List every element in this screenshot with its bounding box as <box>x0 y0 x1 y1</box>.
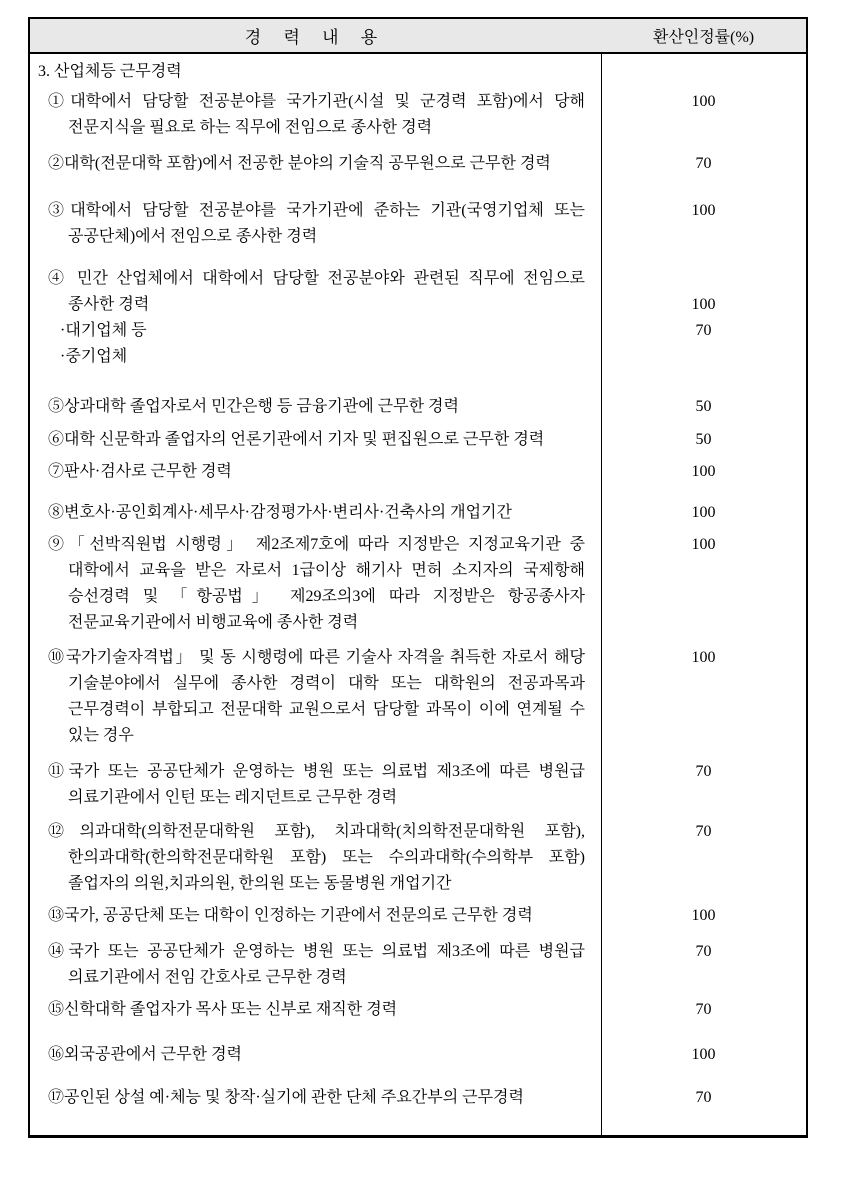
career-description: ⑬국가, 공공단체 또는 대학이 인정하는 기관에서 전문의로 근무한 경력 <box>48 907 533 924</box>
rate-value: 70 <box>695 155 712 172</box>
rate-spacer <box>601 266 806 292</box>
table-header-row <box>30 19 806 54</box>
rate-value: 100 <box>691 1046 716 1063</box>
rate-value: 100 <box>691 202 716 219</box>
table-body <box>30 54 806 1135</box>
rate-value: 70 <box>695 322 712 339</box>
table-row <box>30 759 806 811</box>
career-description: ⑪국가 또는 공공단체가 운영하는 병원 또는 의료법 제3조에 따른 병원급 의료기관에서 인턴 또는 레지던트로 근무한 경력 <box>48 763 585 806</box>
career-description <box>30 266 601 370</box>
table-row <box>30 645 806 749</box>
career-description: ⑧변호사·공인회계사·세무사·감정평가사·변리사·건축사의 개업기간 <box>48 504 512 521</box>
rate-value: 100 <box>691 649 716 666</box>
table-row <box>30 819 806 897</box>
rate-value: 70 <box>695 1001 712 1018</box>
section-row <box>30 59 806 85</box>
table-row <box>30 903 806 929</box>
career-description: ①대학에서 담당할 전공분야를 국가기관(시설 및 군경력 포함)에서 당해 전문지식을 필요로 하는 직무에 전임으로 종사한 경력 <box>48 93 585 136</box>
table-row <box>30 89 806 141</box>
rate-value: 50 <box>695 398 712 415</box>
header-career-content: 경 력 내 용 <box>244 28 387 47</box>
table-row <box>30 500 806 526</box>
rate-value: 100 <box>691 93 716 110</box>
rate-value: 100 <box>691 296 716 313</box>
rate-value: 100 <box>691 907 716 924</box>
rate-value: 70 <box>695 763 712 780</box>
career-description: ⑮신학대학 졸업자가 목사 또는 신부로 재직한 경력 <box>48 1001 398 1018</box>
rate-value: 70 <box>695 823 712 840</box>
career-description: ⑥대학 신문학과 졸업자의 언론기관에서 기자 및 편집원으로 근무한 경력 <box>48 431 545 448</box>
career-description: ②대학(전문대학 포함)에서 전공한 분야의 기술직 공무원으로 근무한 경력 <box>48 155 551 172</box>
section-title: 3. 산업체등 근무경력 <box>38 63 182 80</box>
sub-item: ·대기업체 등 <box>60 322 147 339</box>
sub-item: ·중기업체 <box>60 348 128 365</box>
career-description: ③대학에서 담당할 전공분야를 국가기관에 준하는 기관(국영기업체 또는 공공단체)에서 전임으로 종사한 경력 <box>48 202 585 245</box>
table-row <box>30 1042 806 1068</box>
rate-value: 100 <box>691 504 716 521</box>
table-row <box>30 198 806 250</box>
career-content-table <box>28 17 808 1138</box>
table-row <box>30 997 806 1023</box>
career-description: ⑭국가 또는 공공단체가 운영하는 병원 또는 의료법 제3조에 따른 병원급 의료기관에서 전임 간호사로 근무한 경력 <box>48 943 585 986</box>
table-row <box>30 394 806 420</box>
table-row <box>30 1085 806 1111</box>
career-description: ⑨「선박직원법 시행령」 제2조제7호에 따라 지정받은 지정교육기관 중 대학에서 교육을 받은 자로서 1급이상 해기사 면허 소지자의 국제항해 승선경력 및 「항공법」 제29조의3에 따라 지정받은 항공종사자 전문교육기관에서 비행교육에 종사한 경력 <box>48 536 585 631</box>
career-description: ⑯외국공관에서 근무한 경력 <box>48 1046 243 1063</box>
table-row <box>30 266 806 370</box>
rate-value: 100 <box>691 463 716 480</box>
header-conversion-rate: 환산인정률(%) <box>652 29 755 46</box>
career-description: ⑦판사·검사로 근무한 경력 <box>48 463 232 480</box>
table-row <box>30 427 806 453</box>
table-row <box>30 151 806 177</box>
table-row <box>30 532 806 636</box>
rate-stack <box>601 266 806 344</box>
career-description-main: ④ 민간 산업체에서 대학에서 담당할 전공분야와 관련된 직무에 전임으로 종사한 경력 <box>48 270 585 313</box>
rate-value: 50 <box>695 431 712 448</box>
career-description: ⑰공인된 상설 예·체능 및 창작·실기에 관한 단체 주요간부의 근무경력 <box>48 1089 524 1106</box>
rate-value: 100 <box>691 536 716 553</box>
career-description: ⑤상과대학 졸업자로서 민간은행 등 금융기관에 근무한 경력 <box>48 398 459 415</box>
career-description: ⑩국가기술자격법」 및 동 시행령에 따른 기술사 자격을 취득한 자로서 해당 기술분야에서 실무에 종사한 경력이 대학 또는 대학원의 전공과목과 근무경력이 부합되고 전문대학 교원으로서 담당할 과목이 이에 연계될 수 있는 경우 <box>48 649 585 744</box>
table-row <box>30 939 806 991</box>
rate-value: 70 <box>695 1089 712 1106</box>
table-row <box>30 459 806 485</box>
rate-value: 70 <box>695 943 712 960</box>
career-description: ⑫의과대학(의학전문대학원 포함), 치과대학(치의학전문대학원 포함), 한의과대학(한의학전문대학원 포함) 또는 수의과대학(수의학부 포함) 졸업자의 의원,치과의원, 한의원 또는 동물병원 개업기간 <box>48 823 585 892</box>
